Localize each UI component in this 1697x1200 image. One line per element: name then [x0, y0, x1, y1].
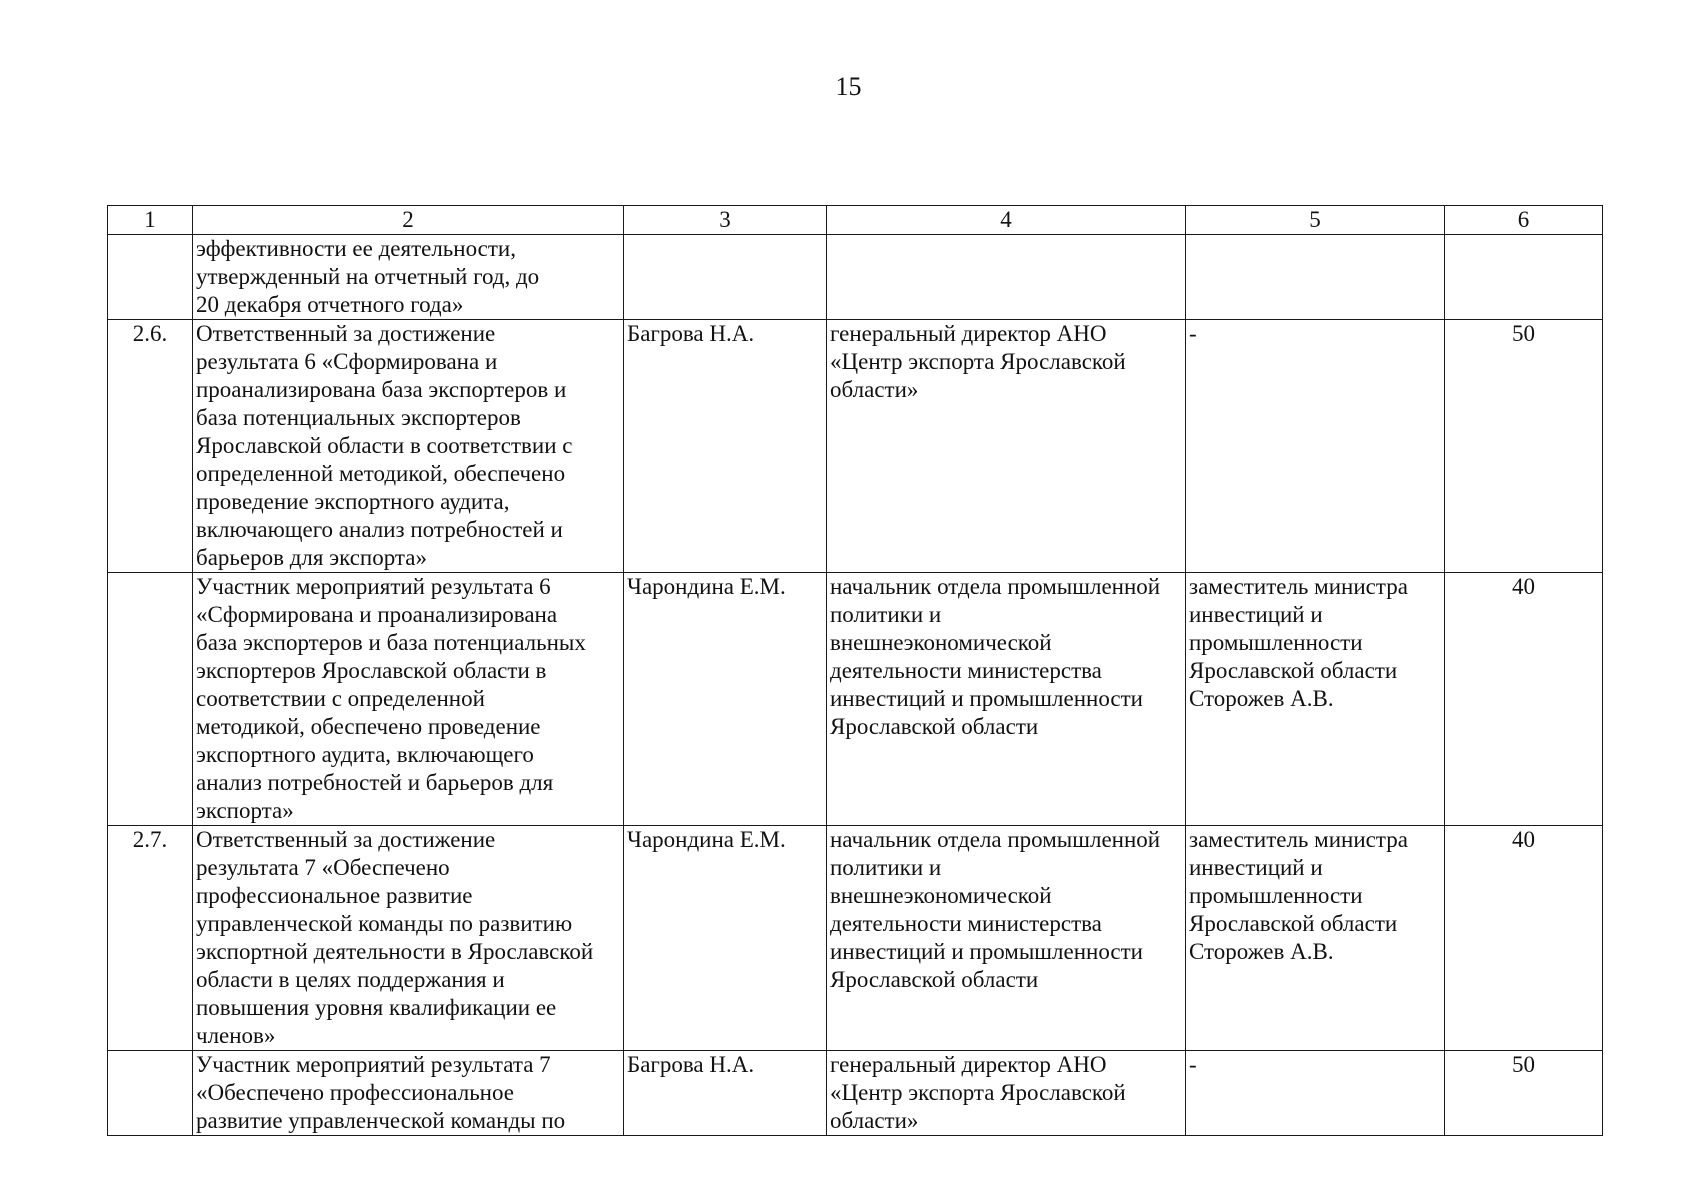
- cell-supervisor-line: заместитель министра: [1189, 574, 1408, 599]
- cell-position-line: начальник отдела промышленной: [830, 827, 1161, 852]
- cell-description-line: проведение экспортного аудита,: [196, 489, 510, 514]
- cell-description-line: результата 7 «Обеспечено: [196, 855, 450, 880]
- column-header-4: 4: [827, 206, 1186, 235]
- cell-position-line: генеральный директор АНО: [830, 1052, 1107, 1077]
- cell-description-line: проанализирована база экспортеров и: [196, 377, 567, 402]
- cell-position-line: области»: [830, 1108, 919, 1133]
- cell-supervisor-line: -: [1189, 321, 1197, 346]
- cell-description-line: развитие управленческой команды по: [196, 1108, 566, 1133]
- cell-description: [193, 235, 624, 320]
- cell-position-line: инвестиций и промышленности: [830, 939, 1143, 964]
- cell-description-line: Участник мероприятий результата 6: [196, 574, 551, 599]
- cell-description-line: экспортного аудита, включающего: [196, 742, 534, 767]
- cell-description: [193, 573, 624, 826]
- cell-value: 50: [1445, 320, 1603, 573]
- cell-person: Чарондина Е.М.: [624, 573, 827, 826]
- cell-description-line: «Обеспечено профессиональное: [196, 1080, 514, 1105]
- cell-description-line: определенной методикой, обеспечено: [196, 461, 566, 486]
- cell-person: [624, 235, 827, 320]
- cell-description-line: управленческой команды по развитию: [196, 911, 573, 936]
- cell-supervisor-line: Ярославской области: [1189, 911, 1398, 936]
- cell-number: 2.7.: [108, 826, 193, 1051]
- cell-description-line: «Сформирована и проанализирована: [196, 602, 558, 627]
- cell-description-line: база потенциальных экспортеров: [196, 405, 521, 430]
- document-table: [107, 205, 1603, 1136]
- cell-value: 40: [1445, 573, 1603, 826]
- table-row: [108, 320, 1603, 573]
- cell-number: 2.6.: [108, 320, 193, 573]
- column-header-3: 3: [624, 206, 827, 235]
- cell-position-line: «Центр экспорта Ярославской: [830, 1080, 1126, 1105]
- cell-description-line: утвержденный на отчетный год, до: [196, 264, 540, 289]
- cell-position-line: Ярославской области: [830, 967, 1039, 992]
- cell-description-line: эффективности ее деятельности,: [196, 236, 516, 261]
- cell-value: 50: [1445, 1051, 1603, 1136]
- column-header-1: 1: [108, 206, 193, 235]
- cell-description-line: Ответственный за достижение: [196, 321, 496, 346]
- cell-description-line: области в целях поддержания и: [196, 967, 505, 992]
- cell-position-line: «Центр экспорта Ярославской: [830, 349, 1126, 374]
- cell-position-line: области»: [830, 377, 919, 402]
- cell-position-line: начальник отдела промышленной: [830, 574, 1161, 599]
- cell-description-line: профессиональное развитие: [196, 883, 473, 908]
- table-row: [108, 1051, 1603, 1136]
- cell-description-line: соответствии с определенной: [196, 686, 485, 711]
- cell-supervisor: [1186, 826, 1445, 1051]
- cell-position: [827, 826, 1186, 1051]
- cell-description-line: экспорта»: [196, 798, 294, 823]
- cell-supervisor: [1186, 573, 1445, 826]
- cell-description-line: методикой, обеспечено проведение: [196, 714, 541, 739]
- table-row: [108, 826, 1603, 1051]
- cell-position: [827, 235, 1186, 320]
- cell-description-line: анализ потребностей и барьеров для: [196, 770, 554, 795]
- cell-description: [193, 320, 624, 573]
- cell-supervisor-line: промышленности: [1189, 630, 1363, 655]
- cell-value: [1445, 235, 1603, 320]
- cell-description-line: барьеров для экспорта»: [196, 545, 427, 570]
- cell-supervisor-line: инвестиций и: [1189, 855, 1323, 880]
- column-header-5: 5: [1186, 206, 1445, 235]
- cell-supervisor-line: промышленности: [1189, 883, 1363, 908]
- cell-description-line: 20 декабря отчетного года»: [196, 292, 464, 317]
- table-header-row: [108, 206, 1603, 235]
- column-header-2: 2: [193, 206, 624, 235]
- cell-number: [108, 1051, 193, 1136]
- cell-description: [193, 826, 624, 1051]
- cell-position-line: инвестиций и промышленности: [830, 686, 1143, 711]
- table-row: [108, 235, 1603, 320]
- cell-position-line: генеральный директор АНО: [830, 321, 1107, 346]
- cell-description-line: повышения уровня квалификации ее: [196, 995, 557, 1020]
- table-body: [108, 235, 1603, 1136]
- cell-position-line: деятельности министерства: [830, 658, 1102, 683]
- cell-description-line: база экспортеров и база потенциальных: [196, 630, 586, 655]
- cell-position-line: деятельности министерства: [830, 911, 1102, 936]
- cell-supervisor-line: -: [1189, 1052, 1197, 1077]
- cell-position-line: внешнеэкономической: [830, 883, 1052, 908]
- cell-description: [193, 1051, 624, 1136]
- cell-description-line: включающего анализ потребностей и: [196, 517, 563, 542]
- cell-position-line: политики и: [830, 855, 942, 880]
- cell-supervisor-line: заместитель министра: [1189, 827, 1408, 852]
- cell-person: Багрова Н.А.: [624, 1051, 827, 1136]
- cell-description-line: экспортеров Ярославской области в: [196, 658, 547, 683]
- cell-supervisor-line: инвестиций и: [1189, 602, 1323, 627]
- cell-supervisor: [1186, 320, 1445, 573]
- cell-value: 40: [1445, 826, 1603, 1051]
- cell-position: [827, 320, 1186, 573]
- cell-supervisor: [1186, 1051, 1445, 1136]
- table-row: [108, 573, 1603, 826]
- cell-person: Чарондина Е.М.: [624, 826, 827, 1051]
- cell-supervisor-line: Сторожев А.В.: [1189, 686, 1334, 711]
- cell-person: Багрова Н.А.: [624, 320, 827, 573]
- cell-supervisor-line: Ярославской области: [1189, 658, 1398, 683]
- cell-position-line: внешнеэкономической: [830, 630, 1052, 655]
- cell-description-line: результата 6 «Сформирована и: [196, 349, 498, 374]
- cell-description-line: Ярославской области в соответствии с: [196, 433, 573, 458]
- cell-description-line: членов»: [196, 1023, 276, 1048]
- cell-description-line: Ответственный за достижение: [196, 827, 496, 852]
- cell-description-line: Участник мероприятий результата 7: [196, 1052, 551, 1077]
- cell-number: [108, 235, 193, 320]
- cell-position: [827, 573, 1186, 826]
- cell-position-line: Ярославской области: [830, 714, 1039, 739]
- cell-position: [827, 1051, 1186, 1136]
- cell-description-line: экспортной деятельности в Ярославской: [196, 939, 594, 964]
- column-header-6: 6: [1445, 206, 1603, 235]
- cell-number: [108, 573, 193, 826]
- cell-position-line: политики и: [830, 602, 942, 627]
- cell-supervisor-line: Сторожев А.В.: [1189, 939, 1334, 964]
- cell-supervisor: [1186, 235, 1445, 320]
- page-number: 15: [835, 72, 862, 101]
